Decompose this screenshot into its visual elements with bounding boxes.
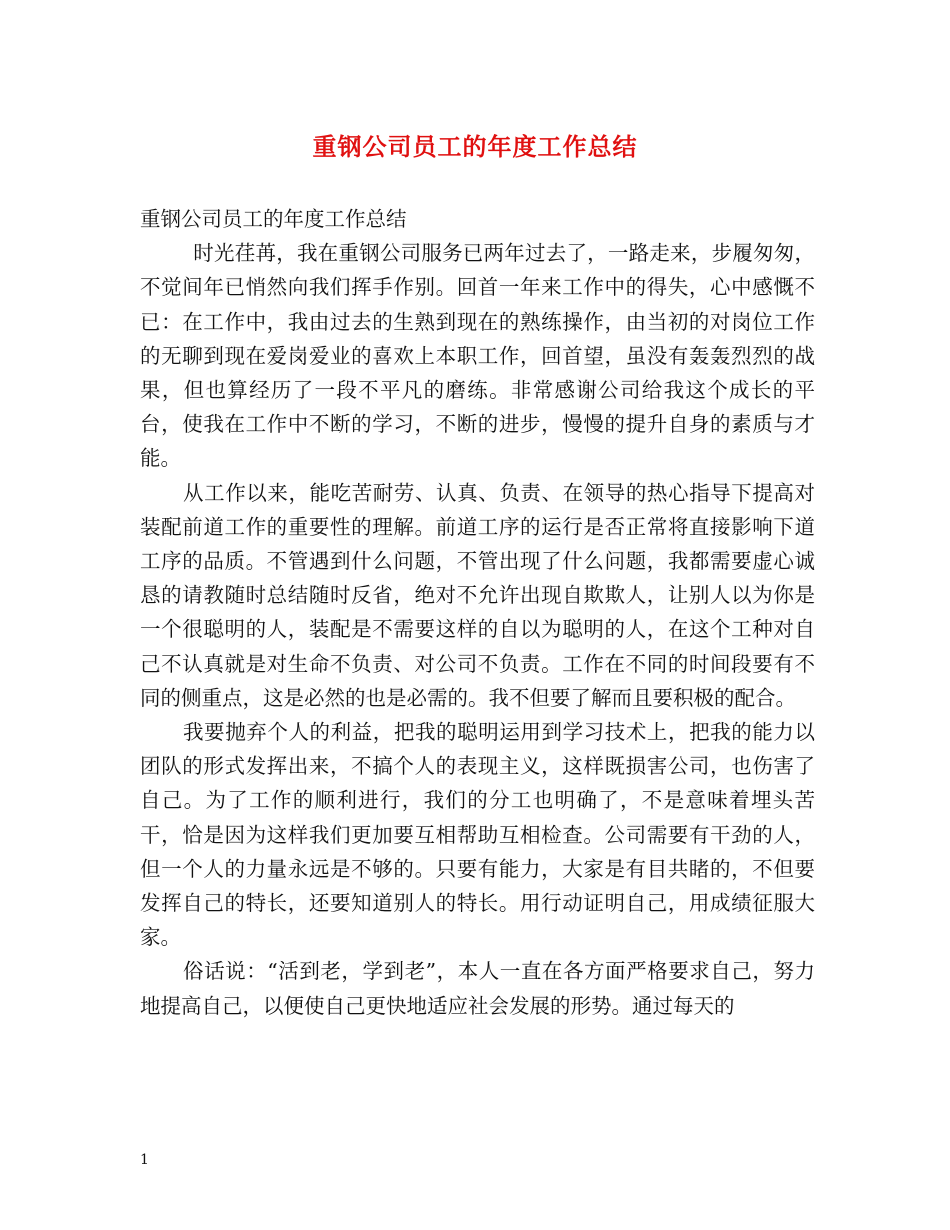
document-title: 重钢公司员工的年度工作总结 <box>312 132 638 161</box>
paragraph: 俗话说：“活到老，学到老”，本人一直在各方面严格要求自己，努力地提高自己，以便使自己更快地适应社会发展的形势。通过每天的 <box>140 959 815 1018</box>
paragraph: 我要抛弃个人的利益，把我的聪明运用到学习技术上，把我的能力以团队的形式发挥出来，不搞个人的表现主义，这样既损害公司，也伤害了自己。为了工作的顺利进行，我们的分工也明确了，不是意味着埋头苦干，恰是因为这样我们更加要互相帮助互相检查。公司需要有干劲的人，但一个人的力量永远是不够的。只要有能力，大家是有目共睹的，不但要发挥自己的特长，还要知道别人的特长。用行动证明自己，用成绩征服大家。 <box>140 720 815 950</box>
document-body <box>140 202 815 1023</box>
document-subtitle: 重钢公司员工的年度工作总结 <box>140 207 407 231</box>
page-number: 1 <box>140 1152 149 1168</box>
paragraph: 从工作以来，能吃苦耐劳、认真、负责、在领导的热心指导下提高对装配前道工作的重要性的理解。前道工序的运行是否正常将直接影响下道工序的品质。不管遇到什么问题，不管出现了什么问题，我都需要虚心诚恳的请教随时总结随时反省，绝对不允许出现自欺欺人，让别人以为你是一个很聪明的人，装配是不需要这样的自以为聪明的人，在这个工种对自己不认真就是对生命不负责、对公司不负责。工作在不同的时间段要有不同的侧重点，这是必然的也是必需的。我不但要了解而且要积极的配合。 <box>140 480 815 710</box>
paragraph: 时光荏苒，我在重钢公司服务已两年过去了，一路走来，步履匆匆，不觉间年已悄然向我们挥手作别。回首一年来工作中的得失，心中感慨不已：在工作中，我由过去的生熟到现在的熟练操作，由当初的对岗位工作的无聊到现在爱岗爱业的喜欢上本职工作，回首望，虽没有轰轰烈烈的战果，但也算经历了一段不平凡的磨练。非常感谢公司给我这个成长的平台，使我在工作中不断的学习，不断的进步，慢慢的提升自身的素质与才能。 <box>140 241 815 471</box>
